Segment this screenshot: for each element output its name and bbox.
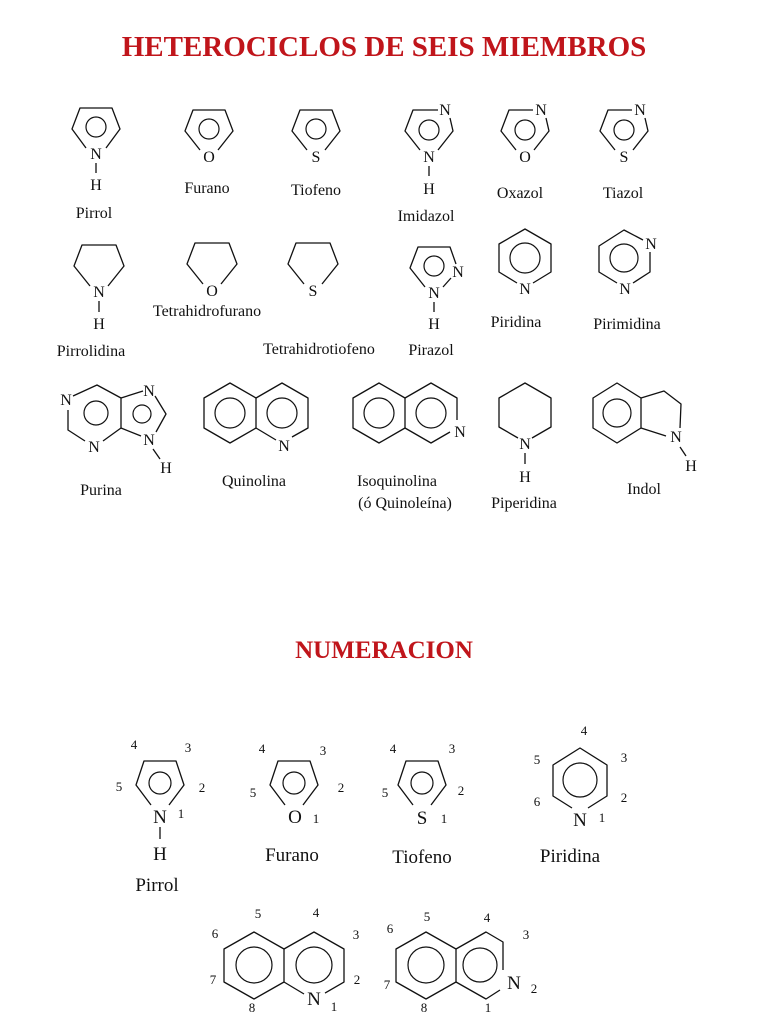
label-furano: Furano [184, 180, 230, 197]
pirazol-structure [410, 247, 464, 333]
position-number: 5 [115, 779, 123, 794]
position-number: 2 [620, 790, 628, 805]
label-tiazol: Tiazol [602, 185, 644, 202]
position-number: 5 [381, 785, 389, 800]
atom-n: N [307, 989, 321, 1010]
position-number: 2 [457, 783, 465, 798]
atom-h: H [153, 844, 167, 865]
label-piridina-numbered: Piridina [539, 846, 601, 867]
piridina-numbered-structure [534, 723, 628, 831]
position-number: 5 [533, 752, 541, 767]
quinolina-structure [204, 383, 308, 455]
tiazol-structure [600, 102, 648, 166]
position-number: 8 [420, 1000, 428, 1015]
atom-n: N [423, 149, 435, 166]
pirimidina-structure [599, 230, 657, 298]
quinolina-numbered-structure [210, 905, 361, 1015]
atom-n: N [519, 436, 531, 453]
atom-n: N [439, 102, 451, 119]
atom-o: O [288, 807, 302, 828]
pirrol-numbered-structure [116, 737, 206, 865]
position-number: 2 [530, 981, 538, 996]
atom-h: H [93, 316, 105, 333]
numbering-title: NUMERACION [295, 637, 473, 664]
indol-structure [593, 383, 697, 475]
atom-n: N [519, 281, 531, 298]
position-number: 4 [258, 741, 266, 756]
atom-n: N [670, 429, 682, 446]
atom-n: N [619, 281, 631, 298]
atom-n: N [507, 973, 521, 994]
label-pirimidina: Pirimidina [593, 316, 661, 333]
label-tiofeno-numbered: Tiofeno [392, 847, 452, 868]
atom-o: O [203, 149, 215, 166]
position-number: 1 [598, 810, 606, 825]
atom-n: N [428, 285, 440, 302]
page-title: HETEROCICLOS DE SEIS MIEMBROS [121, 31, 647, 63]
atom-h: H [160, 460, 172, 477]
position-number: 3 [352, 927, 360, 942]
isoquinolina-numbered-structure [384, 909, 538, 1015]
label-pirrol-numbered: Pirrol [135, 875, 179, 896]
tiofeno-numbered-structure [382, 741, 465, 829]
label-tiofeno: Tiofeno [290, 182, 342, 199]
atom-o: O [206, 283, 218, 300]
position-number: 1 [330, 999, 338, 1014]
atom-n: N [143, 432, 155, 449]
label-indol: Indol [627, 481, 661, 498]
furano-structure [185, 110, 233, 166]
atom-s: S [311, 149, 321, 166]
atom-h: H [428, 316, 440, 333]
atom-s: S [308, 283, 318, 300]
label-pirazol: Pirazol [408, 342, 454, 359]
label-pirrol: Pirrol [75, 205, 113, 222]
label-furano-numbered: Furano [265, 845, 319, 866]
imidazol-structure [405, 102, 453, 198]
tetrahidrotiofeno-structure [288, 243, 338, 300]
atom-h: H [519, 469, 531, 486]
label-quinolina: Quinolina [222, 473, 286, 490]
atom-n: N [93, 284, 105, 301]
atom-n: N [153, 807, 167, 828]
position-number: 5 [423, 909, 431, 924]
pirrolidina-structure [74, 245, 124, 333]
label-purina: Purina [80, 482, 122, 499]
atom-n: N [143, 383, 155, 400]
position-number: 3 [448, 741, 456, 756]
piperidina-structure [499, 383, 551, 486]
label-piridina: Piridina [490, 314, 542, 331]
position-number: 2 [337, 780, 345, 795]
position-number: 4 [389, 741, 397, 756]
position-number: 3 [620, 750, 628, 765]
atom-o: O [519, 149, 531, 166]
atom-n: N [60, 392, 72, 409]
label-tetrahidrotiofeno: Tetrahidrotiofeno [263, 341, 375, 358]
position-number: 4 [130, 737, 138, 752]
atom-s: S [416, 808, 428, 829]
label-pirrolidina: Pirrolidina [56, 343, 126, 360]
position-number: 3 [522, 927, 530, 942]
position-number: 1 [312, 811, 320, 826]
furano-numbered-structure [250, 741, 345, 828]
atom-n: N [88, 439, 100, 456]
atom-h: H [90, 177, 102, 194]
atom-s: S [619, 149, 629, 166]
position-number: 6 [386, 921, 394, 936]
position-number: 6 [211, 926, 219, 941]
atom-n: N [634, 102, 646, 119]
position-number: 2 [198, 780, 206, 795]
position-number: 7 [383, 977, 391, 992]
position-number: 5 [254, 906, 262, 921]
atom-n: N [90, 146, 102, 163]
oxazol-structure [501, 102, 549, 166]
position-number: 2 [353, 972, 361, 987]
atom-h: H [685, 458, 697, 475]
position-number: 4 [312, 905, 320, 920]
position-number: 3 [184, 740, 192, 755]
label-imidazol: Imidazol [397, 208, 455, 225]
position-number: 3 [319, 743, 327, 758]
tetrahidrofurano-structure [187, 243, 237, 300]
position-number: 5 [249, 785, 257, 800]
position-number: 7 [209, 972, 217, 987]
atom-n: N [452, 264, 464, 281]
piridina-structure [499, 229, 551, 298]
atom-h: H [423, 181, 435, 198]
atom-n: N [454, 424, 466, 441]
tiofeno-structure [292, 110, 340, 166]
position-number: 1 [177, 806, 185, 821]
atom-n: N [535, 102, 547, 119]
purina-structure [60, 383, 172, 477]
atom-n: N [278, 438, 290, 455]
pirrol-structure [72, 108, 120, 194]
isoquinolina-structure [353, 383, 466, 443]
position-number: 6 [533, 794, 541, 809]
position-number: 4 [483, 910, 491, 925]
atom-n: N [645, 236, 657, 253]
position-number: 8 [248, 1000, 256, 1015]
position-number: 1 [484, 1000, 492, 1015]
label-isoquinolina: Isoquinolina [357, 473, 437, 490]
label-oxazol: Oxazol [496, 185, 544, 202]
label-isoquinolina-alt: (ó Quinoleína) [358, 495, 452, 512]
label-tetrahidrofurano: Tetrahidrofurano [152, 303, 262, 320]
position-number: 4 [580, 723, 588, 738]
atom-n: N [573, 810, 587, 831]
label-piperidina: Piperidina [491, 495, 557, 512]
position-number: 1 [440, 811, 448, 826]
